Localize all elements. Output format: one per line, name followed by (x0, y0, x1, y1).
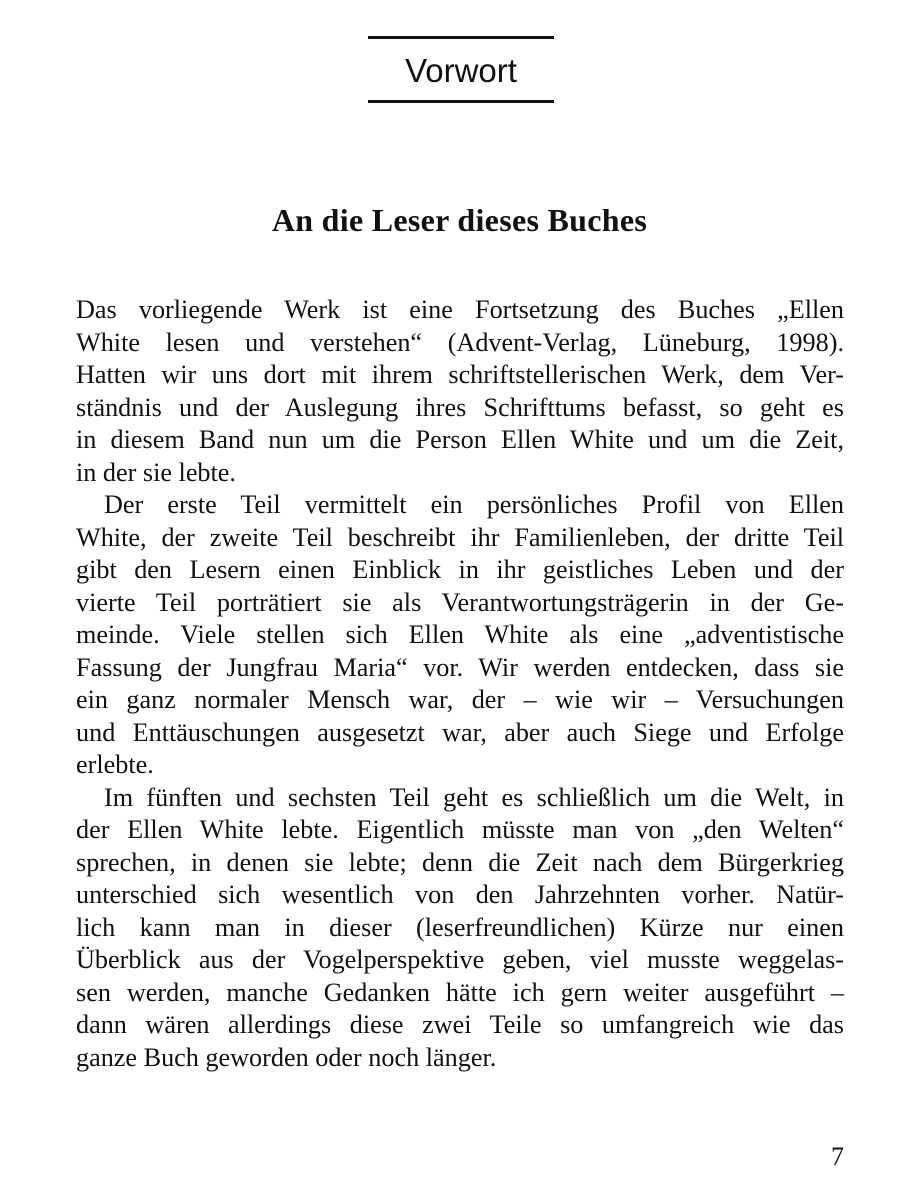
body-text (76, 294, 844, 1074)
text-line: unterschied sich wesentlich von den Jahrzehnten vorher. Natür- (76, 880, 844, 909)
section-title: An die Leser dieses Buches (271, 202, 648, 238)
text-line: Der erste Teil vermittelt ein persönliches Profil von Ellen (104, 490, 844, 519)
text-line: Das vorliegende Werk ist eine Fortsetzung des Buches „Ellen (76, 295, 844, 324)
text-line: lich kann man in dieser (leserfreundlichen) Kürze nur einen (76, 912, 844, 942)
text-line: White lesen und verstehen“ (Advent-Verlag, Lüneburg, 1998). (76, 327, 844, 357)
text-line: sen werden, manche Gedanken hätte ich gern weiter ausgeführt – (76, 977, 844, 1007)
text-line: in diesem Band nun um die Person Ellen White und um die Zeit, (76, 425, 844, 454)
text-line: White, der zweite Teil beschreibt ihr Familienleben, der dritte Teil (76, 522, 844, 552)
text-line: und Enttäuschungen ausgesetzt war, aber auch Siege und Erfolge (76, 717, 844, 747)
paragraph-1 (76, 294, 844, 489)
text-line: der Ellen White lebte. Eigentlich müsste man von „den Welten“ (76, 815, 844, 844)
text-line: Fassung der Jungfrau Maria“ vor. Wir werden entdecken, dass sie (76, 652, 844, 682)
text-line: vierte Teil porträtiert sie als Verantwortungsträgerin in der Ge- (76, 587, 844, 617)
text-line: gibt den Lesern einen Einblick in ihr geistliches Leben und der (76, 555, 844, 584)
text-line: ein ganz normaler Mensch war, der – wie wir – Versuchungen (76, 685, 844, 714)
text-line: ständnis und der Auslegung ihres Schrifttums befasst, so geht es (76, 392, 844, 422)
page-number: 7 (831, 1142, 844, 1171)
bottom-rule (368, 100, 554, 103)
text-line: ganze Buch geworden oder noch länger. (76, 1042, 497, 1072)
text-line: Überblick aus der Vogelperspektive geben, viel musste weggelas- (76, 945, 844, 974)
text-line: Hatten wir uns dort mit ihrem schriftstellerischen Werk, dem Ver- (76, 360, 844, 389)
text-line: dann wären allerdings diese zwei Teile so umfangreich wie das (76, 1010, 844, 1039)
paragraph-2 (76, 489, 844, 782)
paragraph-3 (76, 782, 844, 1075)
text-line: erlebte. (76, 750, 154, 779)
text-line: in der sie lebte. (76, 457, 236, 487)
text-line: sprechen, in denen sie lebte; denn die Zeit nach dem Bürgerkrieg (76, 847, 844, 877)
text-line: meinde. Viele stellen sich Ellen White als eine „adventistische (76, 620, 844, 649)
text-line: Im fünften und sechsten Teil geht es schließlich um die Welt, in (104, 782, 844, 812)
chapter-title: Vorwort (405, 52, 517, 89)
chapter-heading (368, 36, 554, 103)
